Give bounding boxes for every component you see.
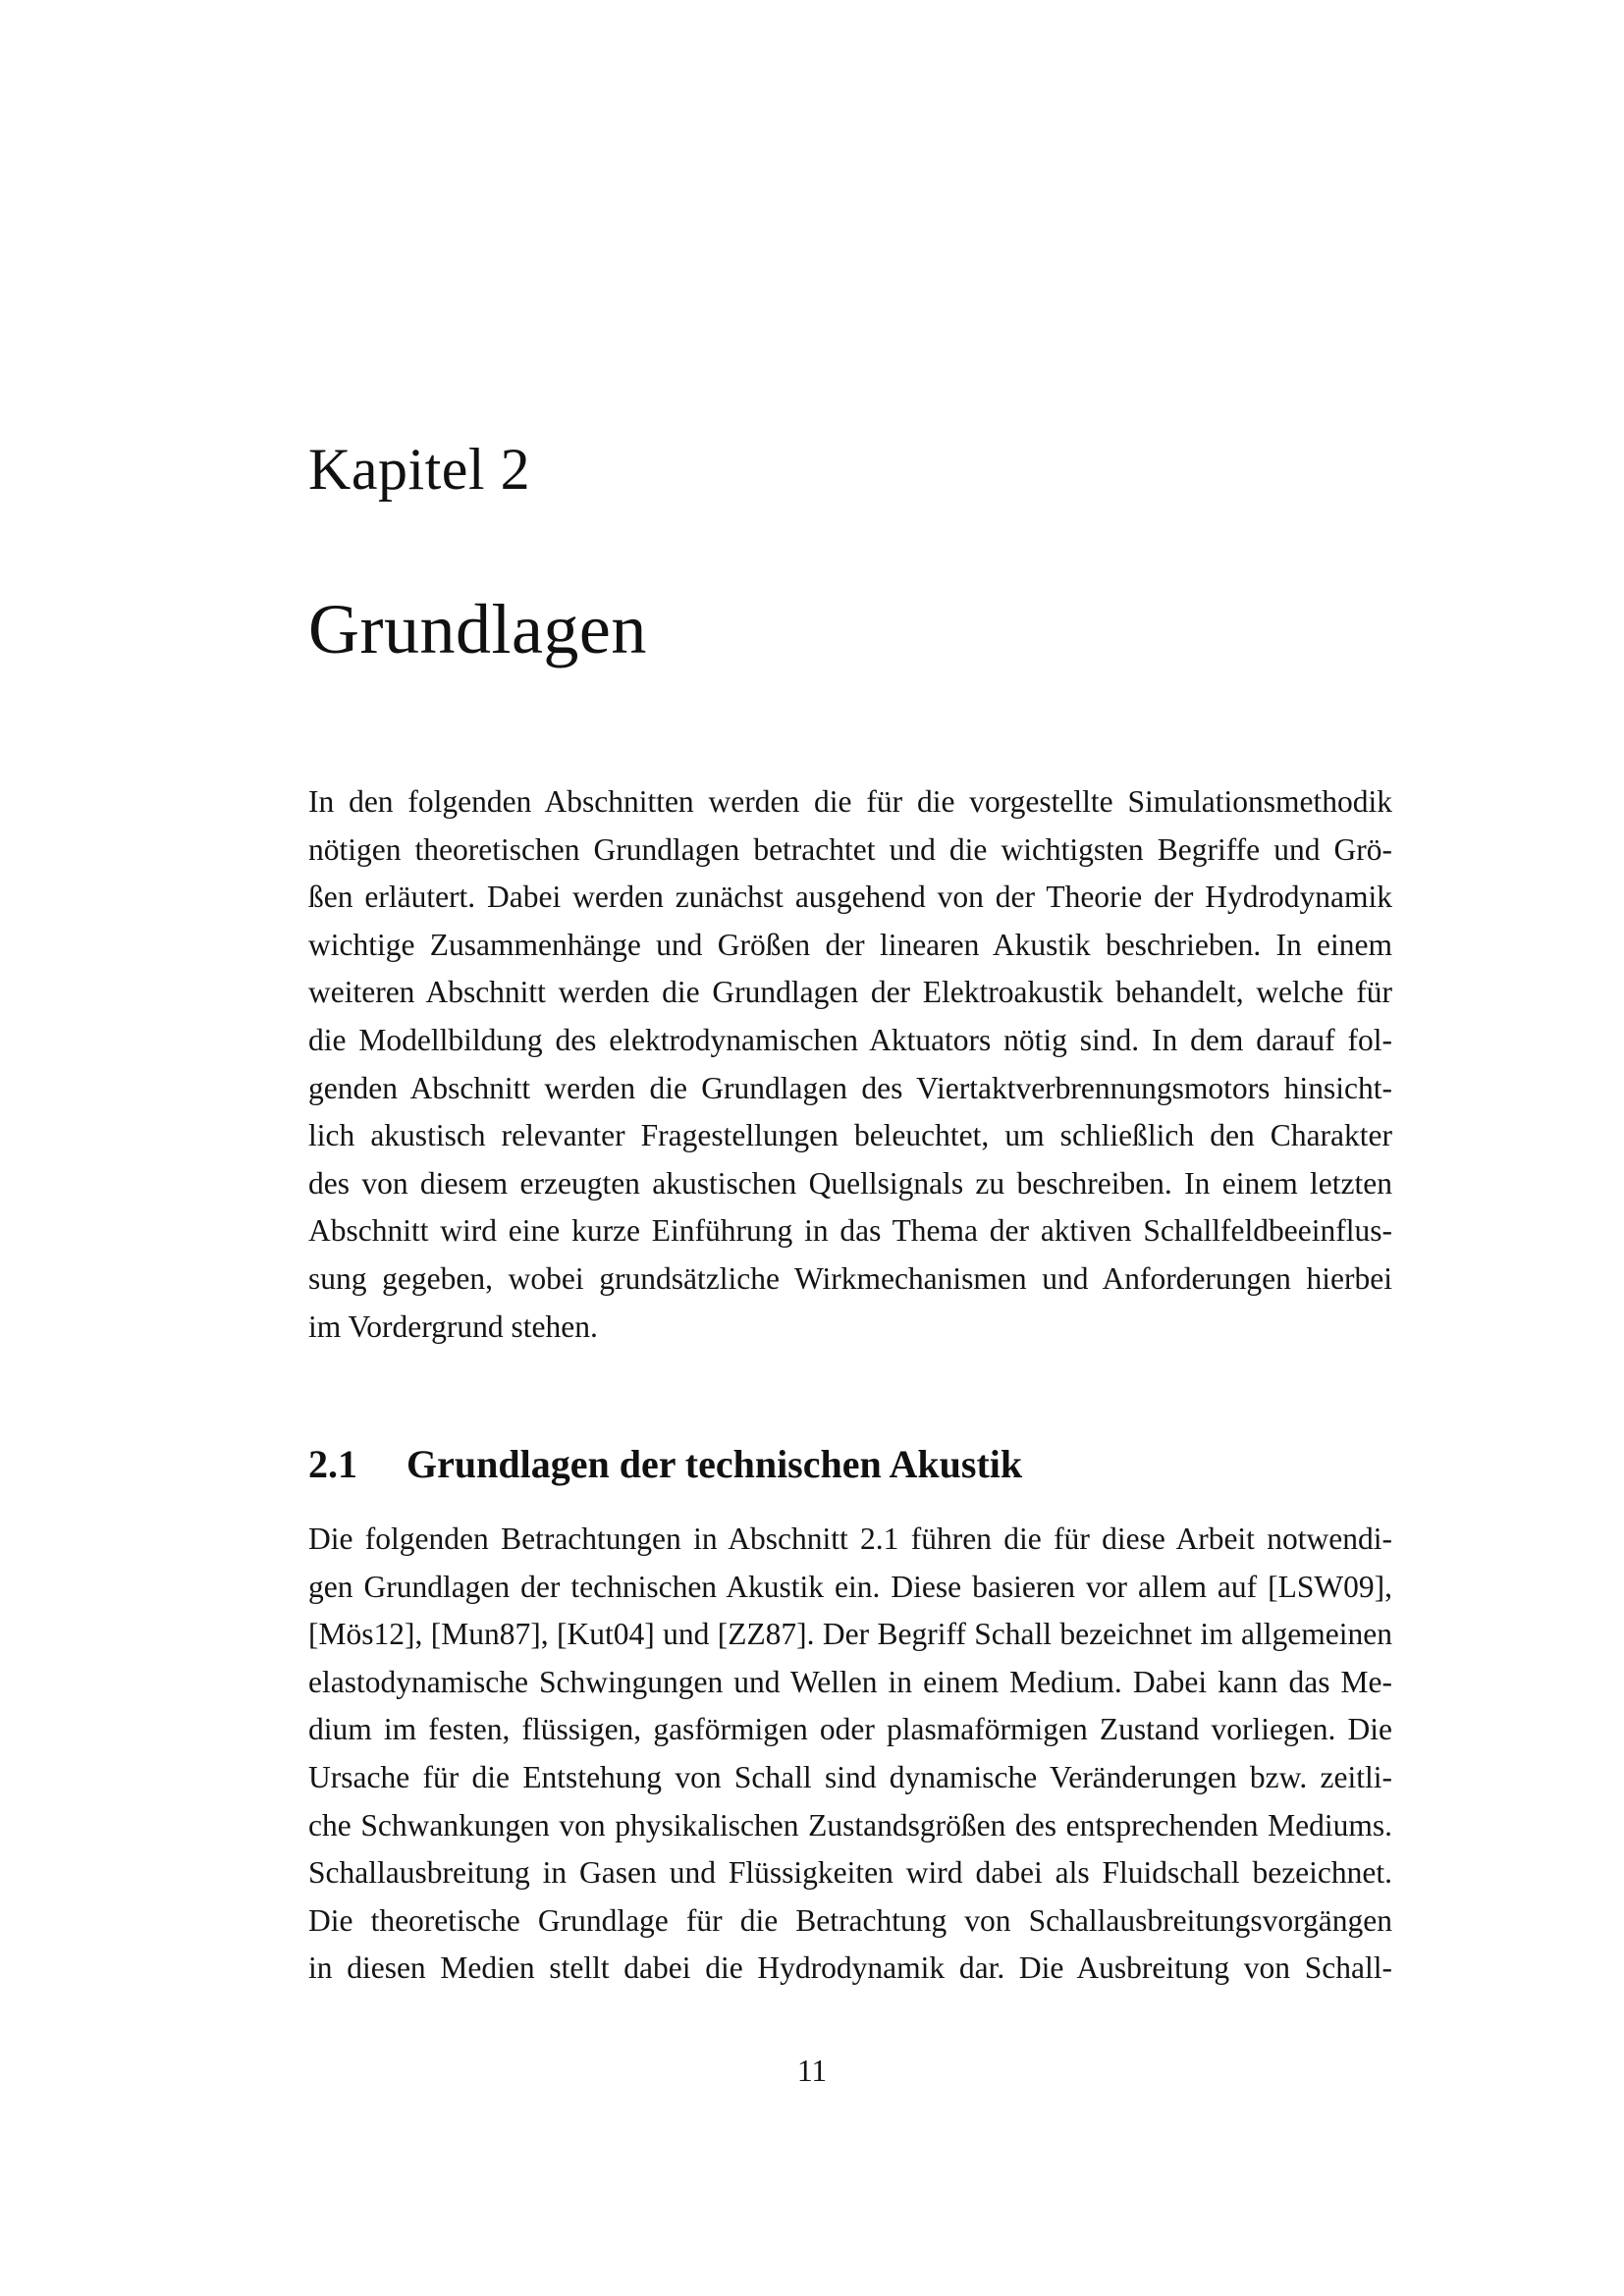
intro-line: sung gegeben, wobei grundsätzliche Wirkmechanismen und Anforderungen hierbei (308, 1260, 1392, 1296)
section-line: che Schwankungen von physikalischen Zustandsgrößen des entsprechenden Mediums. (308, 1807, 1392, 1842)
section-line: [Mös12], [Mun87], [Kut04] und [ZZ87]. Der Begriff Schall bezeichnet im allgemeinen (308, 1617, 1392, 1652)
intro-line: genden Abschnitt werden die Grundlagen des Viertaktverbrennungsmotors hinsicht- (308, 1070, 1392, 1105)
intro-line: nötigen theoretischen Grundlagen betrachtet und die wichtigsten Begriffe und Grö- (308, 831, 1392, 867)
intro-line: lich akustisch relevanter Fragestellungen beleuchtet, um schließlich den Charakter (308, 1118, 1392, 1153)
section-line: gen Grundlagen der technischen Akustik ein. Diese basieren vor allem auf [LSW09], (308, 1569, 1392, 1604)
section-line: elastodynamische Schwingungen und Wellen in einem Medium. Dabei kann das Me- (308, 1664, 1392, 1699)
section-line: Die folgenden Betrachtungen in Abschnitt 2.1 führen die für diese Arbeit notwendi- (308, 1522, 1392, 1556)
section-line: Die theoretische Grundlage für die Betrachtung von Schallausbreitungsvorgängen (308, 1902, 1392, 1938)
intro-line: In den folgenden Abschnitten werden die für die vorgestellte Simulationsmethodik (308, 784, 1392, 819)
chapter-title: Grundlagen (308, 590, 647, 668)
section-line: Schallausbreitung in Gasen und Flüssigkeiten wird dabei als Fluidschall bezeichnet. (308, 1855, 1392, 1891)
intro-line: weiteren Abschnitt werden die Grundlagen der Elektroakustik behandelt, welche für (308, 975, 1392, 1010)
intro-line: ßen erläutert. Dabei werden zunächst ausgehend von der Theorie der Hydrodynamik (308, 880, 1392, 915)
section-line: Ursache für die Entstehung von Schall sind dynamische Veränderungen bzw. zeitli- (308, 1759, 1392, 1794)
intro-line: die Modellbildung des elektrodynamischen Aktuators nötig sind. In dem darauf fol- (308, 1022, 1392, 1057)
intro-line: des von diesem erzeugten akustischen Quellsignals zu beschreiben. In einem letzten (308, 1165, 1392, 1201)
intro-line: Abschnitt wird eine kurze Einführung in das Thema der aktiven Schallfeldbeeinflus- (308, 1213, 1392, 1249)
intro-line: wichtige Zusammenhänge und Größen der linearen Akustik beschrieben. In einem (308, 927, 1392, 962)
section-line: dium im festen, flüssigen, gasförmigen oder plasmaförmigen Zustand vorliegen. Die (308, 1712, 1392, 1747)
chapter-label: Kapitel 2 (308, 437, 531, 502)
section-heading (308, 1439, 1022, 1490)
section-number: 2.1 (308, 1442, 357, 1486)
section-paragraph (308, 1516, 1392, 1993)
intro-line: im Vordergrund stehen. (308, 1308, 598, 1344)
section-line: in diesen Medien stellt dabei die Hydrodynamik dar. Die Ausbreitung von Schall- (308, 1950, 1392, 1986)
page-number: 11 (796, 2054, 828, 2088)
intro-paragraph (308, 778, 1392, 1351)
section-title: Grundlagen der technischen Akustik (406, 1442, 1023, 1486)
